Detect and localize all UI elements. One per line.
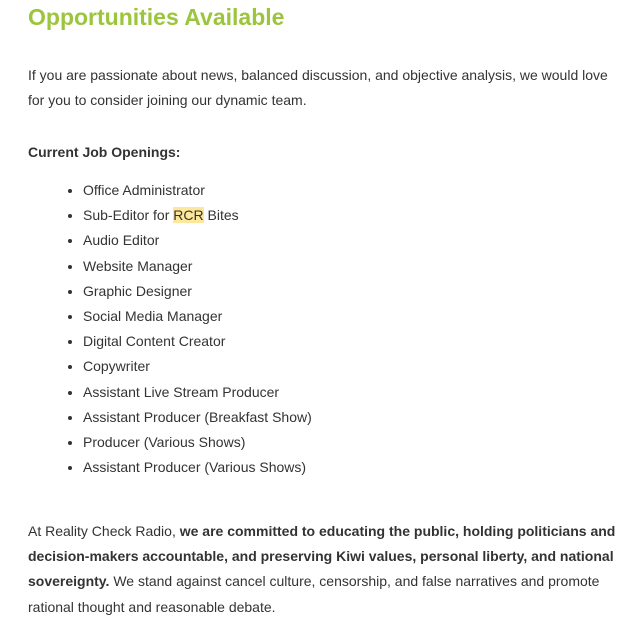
job-item: • Audio Editor [83, 228, 312, 253]
intro-paragraph: If you are passionate about news, balanced discussion, and objective analysis, we would love for you to consider joining our dynamic team. [28, 67, 608, 108]
job-item: • Assistant Producer (Various Shows) [83, 455, 312, 480]
job-item: • Social Media Manager [83, 304, 312, 329]
job-item: • Producer (Various Shows) [83, 430, 312, 455]
highlighted-term: RCR [173, 207, 204, 224]
job-item: • Copywriter [83, 354, 312, 379]
job-item: • Assistant Live Stream Producer [83, 380, 312, 405]
closing-paragraph: At Reality Check Radio, we are committed to educating the public, holding politicians and decision-makers accountable, and preserving Kiwi values, personal liberty, and national sovereignty. We stand against cancel culture, censorship, and false narratives and promote rational thought and reasonable debate. [28, 523, 616, 615]
mission-statement: we are committed to educating the public, holding politicians and decision-makers accountable, and preserving Kiwi values, personal liberty, and national sovereignty. [28, 523, 616, 590]
job-item: • Digital Content Creator [83, 329, 312, 354]
openings-heading: Current Job Openings: [28, 144, 181, 160]
page-title: Opportunities Available [28, 4, 285, 30]
job-item: • Assistant Producer (Breakfast Show) [83, 405, 312, 430]
job-list [64, 178, 312, 480]
job-item: • Sub-Editor for RCR Bites [83, 203, 312, 228]
job-item: • Office Administrator [83, 178, 312, 203]
job-item: • Graphic Designer [83, 279, 312, 304]
job-item: • Website Manager [83, 254, 312, 279]
